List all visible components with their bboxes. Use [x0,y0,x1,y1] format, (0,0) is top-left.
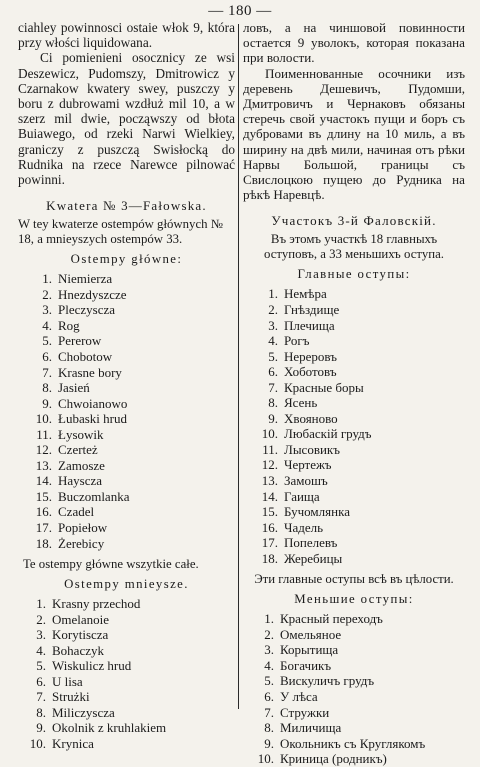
list-item [18,658,235,674]
list-item [18,365,235,381]
list-item [18,302,235,318]
item-label: Rog [58,317,80,333]
page-number: — 180 — [208,3,272,19]
minor-list-title: Ostempy mnieysze. [64,577,189,592]
list-item [18,689,235,705]
main-list [243,286,465,566]
list-item [243,426,465,442]
item-number: 4. [42,317,52,333]
list-item [243,673,465,689]
list-item [18,705,235,721]
item-number: 9. [268,410,278,426]
item-number: 5. [268,348,278,364]
item-label: Hnezdyszcze [58,286,127,302]
item-number: 12. [261,457,278,473]
item-label: Богачикъ [280,657,332,673]
list-item [243,349,465,365]
list-item [18,318,235,334]
item-number: 14. [261,488,278,504]
item-number: 4. [264,657,274,673]
list-item [243,411,465,427]
list-item [18,411,235,427]
list-item [18,333,235,349]
item-label: Korytiscza [52,627,109,643]
item-label: Strużki [52,689,90,705]
item-number: 6. [36,673,46,689]
item-label: Popiełow [58,519,108,535]
section-summary: Въ этомъ участкѣ 18 главныхъ оступовъ, а 33 меньшихъ оступа. [264,232,444,262]
list-item [18,427,235,443]
item-label: Łubaski hrud [58,411,127,427]
item-number: 15. [35,488,52,504]
item-label: Рогъ [284,333,310,349]
item-label: Krasne bory [58,364,122,380]
item-number: 10. [29,736,46,751]
list-item [18,674,235,690]
list-item [243,520,465,536]
main-list [18,271,235,551]
item-number: 5. [42,333,52,349]
item-label: Лысовикъ [284,441,340,457]
item-number: 3. [268,317,278,333]
list-item [18,720,235,736]
list-item [18,271,235,287]
list-item [243,736,465,752]
item-label: Buczomlanka [58,488,130,504]
item-number: 1. [264,611,274,627]
item-label: Вискуличъ грудъ [280,673,375,689]
paragraph: Ci pomienieni osocznicy ze wsi Deszewicz, Pudomszy, Dmitrowicz y Czarnakow kwatery swey, puszczy y boru z dubrowami wzdłuż mil 10, a w szerz mil dwie, począwszy od błota Buiawego, od rzeki Narwi Wielkiey, graniczy z puszczą Swisłocką do Rudnika na rzece Narewce pilnować powinni. [18,50,235,188]
item-number: 17. [35,519,52,535]
list-item [243,442,465,458]
item-number: 13. [35,457,52,473]
list-item [243,457,465,473]
paragraph: ciahley powinnosci ostaie włok 9, która przy włości liquidowana. [18,20,235,51]
list-item [18,504,235,520]
item-label: Любаскій грудъ [284,426,372,442]
item-label: Гнѣздище [284,301,340,317]
list-item [18,736,235,752]
item-label: Корытища [280,642,339,658]
list-item [18,643,235,659]
item-number: 4. [36,642,46,658]
section-summary: W tey kwaterze ostempów głównych № 18, a mnieyszych ostempów 33. [18,217,223,247]
item-label: Ясень [284,395,318,411]
list-item [243,473,465,489]
minor-list [243,611,465,766]
item-number: 7. [36,689,46,705]
list-item [243,658,465,674]
item-label: Miliczyscza [52,704,115,720]
item-label: Стружки [280,704,330,720]
list-item [18,612,235,628]
item-label: Попелевъ [284,535,338,551]
section-heading: Kwatera № 3—Fałowska. [46,198,207,214]
item-number: 7. [42,364,52,380]
paragraph: Поименнованные осочники изъ деревень Дешевичъ, Пудомши, Дмитровичъ и Чернаковъ обязаны стеречь свой участокъ пущи и боръ съ дубровами въ длину на 10 миль, а въ ширину на двѣ мили, начиная отъ рѣки Нарвы Большой, границы съ Свислоцкою пущею до Рудника на рѣкѣ Наревцѣ. [243,65,465,203]
item-number: 13. [261,473,278,488]
item-number: 11. [36,426,52,442]
item-number: 15. [261,504,278,520]
item-label: Jasień [58,380,90,396]
item-label: Czerteż [58,442,98,458]
column-divider [238,24,239,709]
item-number: 6. [42,348,52,364]
item-label: Wiskulicz hrud [52,658,132,674]
section-heading: Участокъ 3-й Фаловскій. [271,213,437,229]
list-item [243,551,465,567]
item-number: 11. [262,441,278,457]
item-number: 1. [268,286,278,302]
item-label: Чертежъ [284,457,332,473]
item-label: Żerebicy [58,535,105,551]
item-label: Плечища [284,317,335,333]
list-item [18,520,235,536]
item-label: Бучомлянка [284,504,350,520]
item-number: 8. [42,380,52,396]
list-note: Эти главные оступы всѣ въ цѣлости. [254,572,454,587]
list-note: Te ostempy główne wszytkie całe. [23,557,199,572]
item-label: Красный переходъ [280,611,383,627]
item-label: Красные боры [284,379,364,395]
item-label: Pererow [58,333,102,349]
item-number: 10. [257,751,274,767]
item-number: 5. [36,658,46,674]
item-label: Pleczyscza [58,302,116,318]
item-number: 2. [42,286,52,302]
list-item [18,380,235,396]
item-number: 7. [268,379,278,395]
item-label: Krasny przechod [52,596,141,612]
item-label: Okolnik z kruhlakiem [52,720,167,736]
paragraph: ловъ, а на чиншовой повинности остается 9 уволокъ, которая показана при волости. [243,20,465,66]
list-item [18,458,235,474]
item-label: Нереровъ [284,348,337,364]
item-number: 4. [268,333,278,349]
list-item [243,380,465,396]
item-number: 10. [35,411,52,427]
list-item [243,286,465,302]
item-number: 9. [36,720,46,736]
list-item [18,489,235,505]
list-item [243,504,465,520]
item-label: Łysowik [58,426,104,442]
item-number: 5. [264,673,274,689]
list-item [18,396,235,412]
polish-column [18,20,235,751]
list-item [243,302,465,318]
list-item [243,705,465,721]
item-label: Жеребицы [284,550,343,566]
minor-list-title: Меньшие оступы: [294,592,414,607]
list-item [243,720,465,736]
item-number: 17. [261,535,278,551]
item-label: U lisa [52,673,83,689]
item-number: 14. [35,473,52,489]
item-label: Омельяное [280,626,342,642]
list-item [243,395,465,411]
list-item [18,442,235,458]
item-label: У лѣса [280,689,318,705]
list-item [243,611,465,627]
item-number: 3. [36,627,46,643]
item-number: 9. [42,395,52,411]
list-item [18,627,235,643]
list-item [18,287,235,303]
list-item [243,627,465,643]
item-label: Немѣра [284,286,327,302]
item-label: Krynica [52,736,94,751]
list-item [243,489,465,505]
list-item [243,318,465,334]
list-item [243,535,465,551]
item-number: 16. [261,519,278,535]
item-label: Гаища [284,488,320,504]
item-label: Niemierza [58,271,113,287]
item-number: 18. [35,535,52,551]
list-item [18,349,235,365]
russian-column [243,20,465,767]
item-number: 2. [268,301,278,317]
item-label: Хвояново [284,410,338,426]
list-item [18,596,235,612]
list-item [243,689,465,705]
item-number: 16. [35,504,52,520]
item-number: 12. [35,442,52,458]
item-label: Замошъ [284,473,328,488]
item-number: 8. [36,704,46,720]
item-number: 10. [261,426,278,442]
item-number: 8. [264,720,274,736]
item-number: 6. [264,689,274,705]
item-number: 2. [36,611,46,627]
item-label: Hayscza [58,473,103,489]
main-list-title: Ostempy główne: [70,252,183,267]
list-item [243,751,465,767]
minor-list [18,596,235,751]
list-item [18,473,235,489]
item-number: 7. [264,704,274,720]
list-item [243,642,465,658]
item-number: 6. [268,364,278,380]
list-item [243,333,465,349]
item-label: Криница (родникъ) [280,751,387,767]
item-number: 18. [261,550,278,566]
item-number: 3. [42,302,52,318]
item-number: 3. [264,642,274,658]
list-item [18,536,235,552]
item-label: Chwoianowo [58,395,128,411]
item-label: Миличища [280,720,342,736]
list-item [243,364,465,380]
item-label: Чадель [284,519,324,535]
item-label: Bohaczyk [52,642,104,658]
item-number: 8. [268,395,278,411]
item-label: Czadel [58,504,95,520]
item-label: Zamosze [58,457,105,473]
item-label: Chobotow [58,348,113,364]
item-label: Хоботовъ [284,364,337,380]
item-number: 1. [36,596,46,612]
item-label: Omelanoie [52,611,110,627]
item-number: 2. [264,626,274,642]
main-list-title: Главные оступы: [297,267,411,282]
item-number: 9. [264,735,274,751]
item-number: 1. [42,271,52,287]
item-label: Окольникъ съ Круглякомъ [280,735,426,751]
